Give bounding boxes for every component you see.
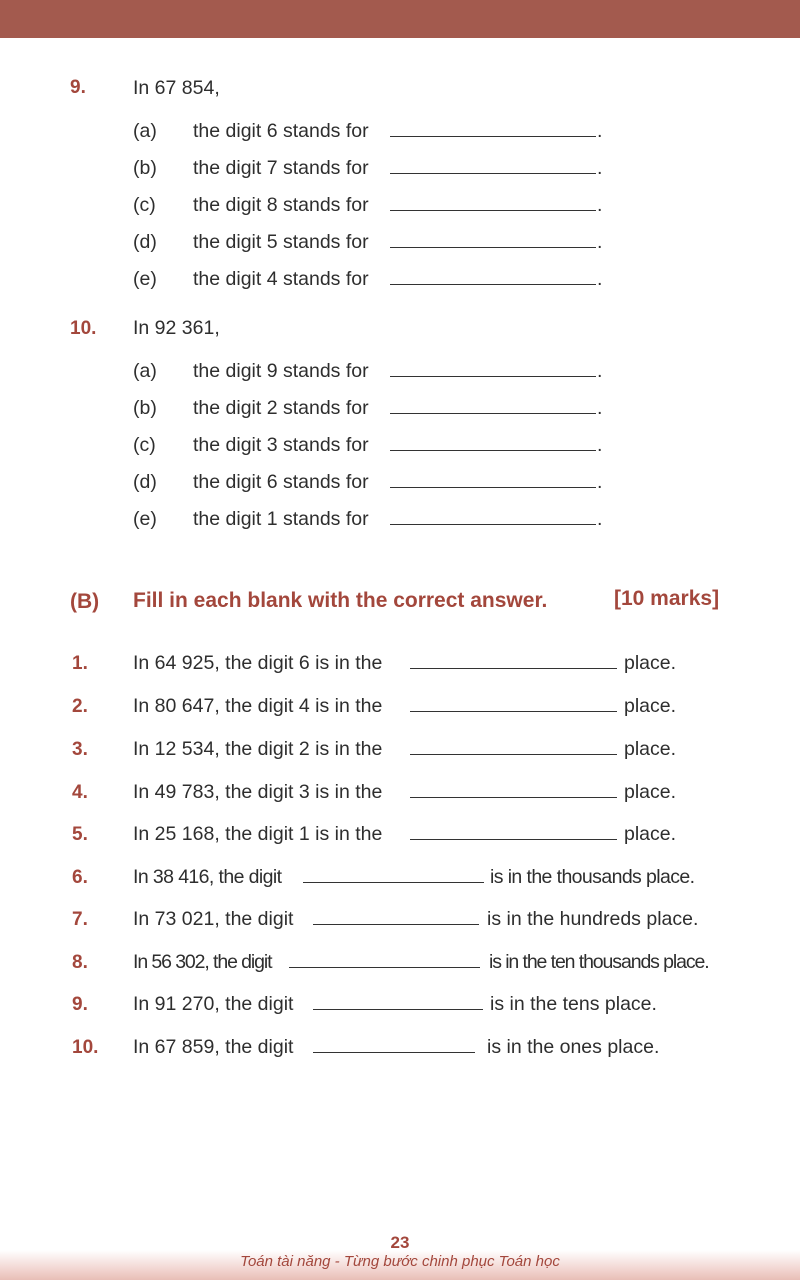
q10-item-c-text: the digit 3 stands for: [193, 434, 369, 456]
end-period: .: [597, 157, 603, 179]
q9-item-d-letter: (d): [133, 231, 157, 253]
end-period: .: [597, 434, 603, 456]
end-period: .: [597, 360, 603, 382]
answer-blank[interactable]: [289, 967, 480, 968]
q10-item-a-letter: (a): [133, 360, 157, 382]
answer-blank[interactable]: [390, 173, 596, 174]
b-item-7-number: 7.: [72, 909, 88, 930]
answer-blank[interactable]: [390, 487, 596, 488]
q9-item-c-letter: (c): [133, 194, 156, 216]
answer-blank[interactable]: [390, 284, 596, 285]
question-9-stem: In 67 854,: [133, 77, 220, 99]
book-title-footer: Toán tài năng - Từng bước chinh phục Toán học: [240, 1253, 560, 1270]
b-item-10-text: In 67 859, the digit: [133, 1036, 294, 1058]
answer-blank[interactable]: [390, 210, 596, 211]
q10-item-b-text: the digit 2 stands for: [193, 397, 369, 419]
b-item-5-after: place.: [624, 823, 677, 845]
b-item-2-number: 2.: [72, 696, 88, 717]
end-period: .: [597, 268, 603, 290]
b-item-4-number: 4.: [72, 782, 88, 803]
b-item-8-number: 8.: [72, 952, 88, 973]
answer-blank[interactable]: [410, 754, 617, 755]
answer-blank[interactable]: [390, 136, 596, 137]
b-item-8-text: In 56 302, the digit: [133, 951, 272, 973]
end-period: .: [597, 397, 603, 419]
answer-blank[interactable]: [313, 1052, 475, 1053]
b-item-10-after: is in the ones place.: [487, 1036, 660, 1058]
q9-item-a-text: the digit 6 stands for: [193, 120, 369, 142]
b-item-6-text: In 38 416, the digit: [133, 866, 282, 888]
b-item-4-after: place.: [624, 781, 677, 803]
q9-item-e-letter: (e): [133, 268, 157, 290]
answer-blank[interactable]: [410, 797, 617, 798]
b-item-6-after: is in the thousands place.: [490, 866, 695, 888]
b-item-1-number: 1.: [72, 653, 88, 674]
b-item-5-text: In 25 168, the digit 1 is in the: [133, 823, 383, 845]
q9-item-b-letter: (b): [133, 157, 157, 179]
b-item-1-text: In 64 925, the digit 6 is in the: [133, 652, 383, 674]
answer-blank[interactable]: [390, 376, 596, 377]
q9-item-b-text: the digit 7 stands for: [193, 157, 369, 179]
q10-item-a-text: the digit 9 stands for: [193, 360, 369, 382]
answer-blank[interactable]: [410, 711, 617, 712]
end-period: .: [597, 231, 603, 253]
answer-blank[interactable]: [313, 924, 479, 925]
q10-item-d-text: the digit 6 stands for: [193, 471, 369, 493]
b-item-6-number: 6.: [72, 867, 88, 888]
b-item-7-text: In 73 021, the digit: [133, 908, 294, 930]
q9-item-a-letter: (a): [133, 120, 157, 142]
q10-item-d-letter: (d): [133, 471, 157, 493]
q10-item-c-letter: (c): [133, 434, 156, 456]
answer-blank[interactable]: [313, 1009, 483, 1010]
b-item-2-after: place.: [624, 695, 677, 717]
q9-item-d-text: the digit 5 stands for: [193, 231, 369, 253]
q10-item-e-text: the digit 1 stands for: [193, 508, 369, 530]
answer-blank[interactable]: [410, 668, 617, 669]
question-10-number: 10.: [70, 318, 97, 339]
q10-item-e-letter: (e): [133, 508, 157, 530]
end-period: .: [597, 471, 603, 493]
end-period: .: [597, 120, 603, 142]
page-number: 23: [390, 1233, 410, 1252]
b-item-5-number: 5.: [72, 824, 88, 845]
b-item-9-number: 9.: [72, 994, 88, 1015]
b-item-9-text: In 91 270, the digit: [133, 993, 294, 1015]
answer-blank[interactable]: [390, 450, 596, 451]
q10-item-b-letter: (b): [133, 397, 157, 419]
b-item-3-after: place.: [624, 738, 677, 760]
section-b-marks: [10 marks]: [614, 587, 720, 610]
top-header-bar: [0, 0, 800, 38]
b-item-4-text: In 49 783, the digit 3 is in the: [133, 781, 383, 803]
question-9-number: 9.: [70, 77, 86, 98]
section-b-label: (B): [70, 590, 100, 613]
q9-item-e-text: the digit 4 stands for: [193, 268, 369, 290]
answer-blank[interactable]: [390, 247, 596, 248]
b-item-7-after: is in the hundreds place.: [487, 908, 699, 930]
b-item-8-after: is in the ten thousands place.: [489, 951, 709, 973]
q9-item-c-text: the digit 8 stands for: [193, 194, 369, 216]
b-item-3-number: 3.: [72, 739, 88, 760]
b-item-3-text: In 12 534, the digit 2 is in the: [133, 738, 383, 760]
answer-blank[interactable]: [303, 882, 484, 883]
end-period: .: [597, 508, 603, 530]
section-b-title: Fill in each blank with the correct answer.: [133, 589, 548, 612]
end-period: .: [597, 194, 603, 216]
b-item-2-text: In 80 647, the digit 4 is in the: [133, 695, 383, 717]
b-item-10-number: 10.: [72, 1037, 99, 1058]
answer-blank[interactable]: [410, 839, 617, 840]
b-item-9-after: is in the tens place.: [490, 993, 657, 1015]
question-10-stem: In 92 361,: [133, 317, 220, 339]
b-item-1-after: place.: [624, 652, 677, 674]
answer-blank[interactable]: [390, 413, 596, 414]
answer-blank[interactable]: [390, 524, 596, 525]
